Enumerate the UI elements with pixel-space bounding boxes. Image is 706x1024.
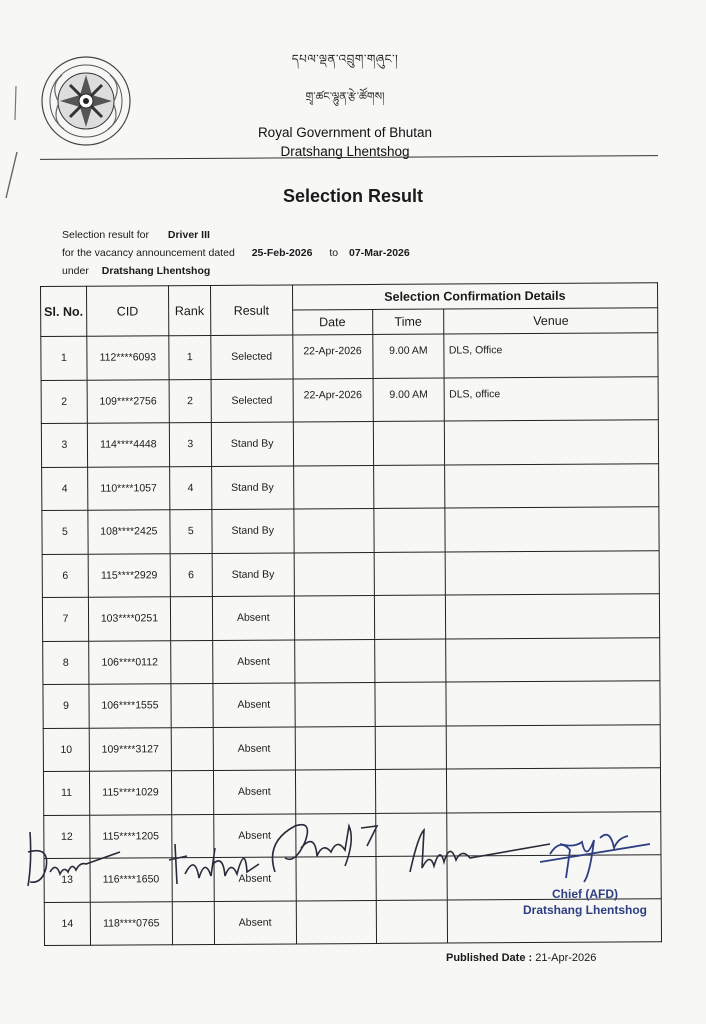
cell-result: Absent xyxy=(213,683,295,727)
page-title: Selection Result xyxy=(282,186,424,206)
header-cid: CID xyxy=(86,286,168,336)
cell-rank xyxy=(171,770,213,814)
table-row xyxy=(41,420,658,467)
cell-date xyxy=(294,508,374,552)
table-row xyxy=(43,637,660,684)
cell-venue xyxy=(446,681,660,726)
cell-rank: 2 xyxy=(169,379,211,423)
cell-venue: DLS, Office xyxy=(444,333,658,378)
published-date-value: 21-Apr-2026 xyxy=(535,952,597,964)
cell-date xyxy=(294,639,374,683)
cell-date xyxy=(293,421,373,465)
cell-time xyxy=(374,682,446,726)
cell-result: Stand By xyxy=(211,422,293,466)
cell-venue: DLS, office xyxy=(444,376,658,421)
cell-venue xyxy=(447,724,661,769)
cell-rank xyxy=(172,901,214,945)
cell-sl: 8 xyxy=(43,641,89,685)
cell-rank: 5 xyxy=(170,509,212,553)
royal-emblem-icon xyxy=(40,55,132,147)
cell-rank: 4 xyxy=(169,466,211,510)
table-row xyxy=(42,550,659,597)
cell-venue xyxy=(445,507,659,552)
table-row xyxy=(43,681,660,728)
cell-result: Absent xyxy=(212,596,294,640)
cell-rank xyxy=(171,640,213,684)
intro-label-result-for: Selection result for xyxy=(62,229,149,241)
intro-label-under: under xyxy=(62,265,89,277)
cell-rank: 1 xyxy=(169,335,211,379)
cell-result: Absent xyxy=(214,857,296,901)
cell-sl: 12 xyxy=(44,815,90,859)
cell-sl: 5 xyxy=(42,510,88,554)
cell-time: 9.00 AM xyxy=(373,378,445,422)
cell-venue xyxy=(445,463,659,508)
chief-signature-block xyxy=(510,886,660,918)
header-confirmation-details: Selection Confirmation Details xyxy=(292,283,657,310)
table-row xyxy=(42,594,659,641)
cell-cid: 109****3127 xyxy=(89,727,171,771)
cell-venue xyxy=(446,637,660,682)
published-date-label: Published Date : xyxy=(446,952,533,964)
cell-time xyxy=(374,639,446,683)
header-time: Time xyxy=(372,309,444,334)
cell-time xyxy=(373,508,445,552)
cell-rank xyxy=(171,683,213,727)
cell-rank xyxy=(170,596,212,640)
announcement-date-from: 25-Feb-2026 xyxy=(251,247,313,259)
header-venue: Venue xyxy=(444,308,658,334)
cell-sl: 13 xyxy=(44,858,90,902)
cell-result: Stand By xyxy=(212,552,294,596)
header-sl-no: Sl. No. xyxy=(41,286,87,336)
cell-cid: 115****1029 xyxy=(89,771,171,815)
chief-signature-icon xyxy=(530,818,660,888)
cell-date xyxy=(296,900,376,944)
cell-venue xyxy=(447,768,661,813)
cell-sl: 1 xyxy=(41,336,87,380)
cell-result: Absent xyxy=(214,900,296,944)
cell-time xyxy=(374,595,446,639)
cell-result: Absent xyxy=(213,726,295,770)
cell-cid: 106****1555 xyxy=(89,684,171,728)
cell-cid: 114****4448 xyxy=(87,423,169,467)
published-date xyxy=(446,952,596,964)
cell-date: 22-Apr-2026 xyxy=(292,334,372,378)
cell-date xyxy=(295,726,375,770)
cell-date xyxy=(294,595,374,639)
cell-cid: 112****6093 xyxy=(87,336,169,380)
cell-sl: 3 xyxy=(41,423,87,467)
cell-result: Stand By xyxy=(211,465,293,509)
position-name: Driver III xyxy=(167,229,210,241)
agency-name: Dratshang Lhentshog xyxy=(101,265,211,277)
chief-title: Chief (AFD) xyxy=(552,887,618,901)
cell-sl: 9 xyxy=(43,684,89,728)
signature-3-icon xyxy=(265,812,385,882)
header-result: Result xyxy=(210,285,292,335)
cell-rank xyxy=(171,727,213,771)
cell-result: Selected xyxy=(211,378,293,422)
cell-cid: 108****2425 xyxy=(88,510,170,554)
department-name: Dratshang Lhentshog xyxy=(280,144,410,159)
cell-sl: 7 xyxy=(42,597,88,641)
cell-venue xyxy=(446,594,660,639)
cell-cid: 116****1650 xyxy=(90,858,172,902)
table-row xyxy=(41,376,658,423)
cell-time xyxy=(374,552,446,596)
dzongkha-title-line2: གྲྭ་ཚང་ལྷུན་རྩེ་ཚོགས། xyxy=(305,90,385,103)
cell-sl: 11 xyxy=(43,771,89,815)
cell-sl: 2 xyxy=(41,380,87,424)
table-row xyxy=(43,768,660,815)
cell-result: Absent xyxy=(212,639,294,683)
cell-rank: 3 xyxy=(169,422,211,466)
intro-text xyxy=(62,226,410,280)
cell-date: 22-Apr-2026 xyxy=(293,378,373,422)
cell-cid: 109****2756 xyxy=(87,379,169,423)
cell-time xyxy=(376,900,448,944)
cell-venue xyxy=(446,550,660,595)
cell-cid: 103****0251 xyxy=(88,597,170,641)
cell-date xyxy=(294,552,374,596)
cell-sl: 10 xyxy=(43,728,89,772)
cell-result: Absent xyxy=(214,813,296,857)
cell-venue xyxy=(445,420,659,465)
cell-date xyxy=(295,769,375,813)
cell-result: Selected xyxy=(211,335,293,379)
cell-date xyxy=(293,465,373,509)
cell-time xyxy=(373,465,445,509)
cell-result: Stand By xyxy=(212,509,294,553)
header-rank: Rank xyxy=(168,285,210,335)
cell-sl: 4 xyxy=(42,467,88,511)
announcement-date-to: 07-Mar-2026 xyxy=(349,247,410,259)
cell-rank: 6 xyxy=(170,553,212,597)
dzongkha-title-line1: དཔལ་ལྡན་འབྲུག་གཞུང་། xyxy=(291,52,399,66)
signature-2-icon xyxy=(165,834,265,894)
cell-time xyxy=(375,769,447,813)
intro-label-to: to xyxy=(329,247,339,259)
cell-time: 9.00 AM xyxy=(372,334,444,378)
cell-result: Absent xyxy=(213,770,295,814)
government-name: Royal Government of Bhutan xyxy=(257,125,433,140)
cell-cid: 115****1205 xyxy=(90,814,172,858)
chief-org: Dratshang Lhentshog xyxy=(522,903,647,917)
header-date: Date xyxy=(292,309,372,334)
letterhead xyxy=(230,46,460,159)
cell-sl: 6 xyxy=(42,554,88,598)
cell-sl: 14 xyxy=(44,902,90,946)
cell-cid: 110****1057 xyxy=(88,466,170,510)
table-row xyxy=(43,724,660,771)
intro-label-vacancy: for the vacancy announcement dated xyxy=(62,247,235,259)
cell-cid: 115****2929 xyxy=(88,553,170,597)
cell-date xyxy=(295,682,375,726)
table-row xyxy=(42,463,659,510)
margin-mark-icon xyxy=(2,80,32,200)
signature-1-icon xyxy=(20,822,130,902)
cell-time xyxy=(373,421,445,465)
cell-cid: 106****0112 xyxy=(89,640,171,684)
cell-cid: 118****0765 xyxy=(90,901,172,945)
table-row xyxy=(42,507,659,554)
cell-time xyxy=(375,726,447,770)
table-row xyxy=(41,333,658,380)
